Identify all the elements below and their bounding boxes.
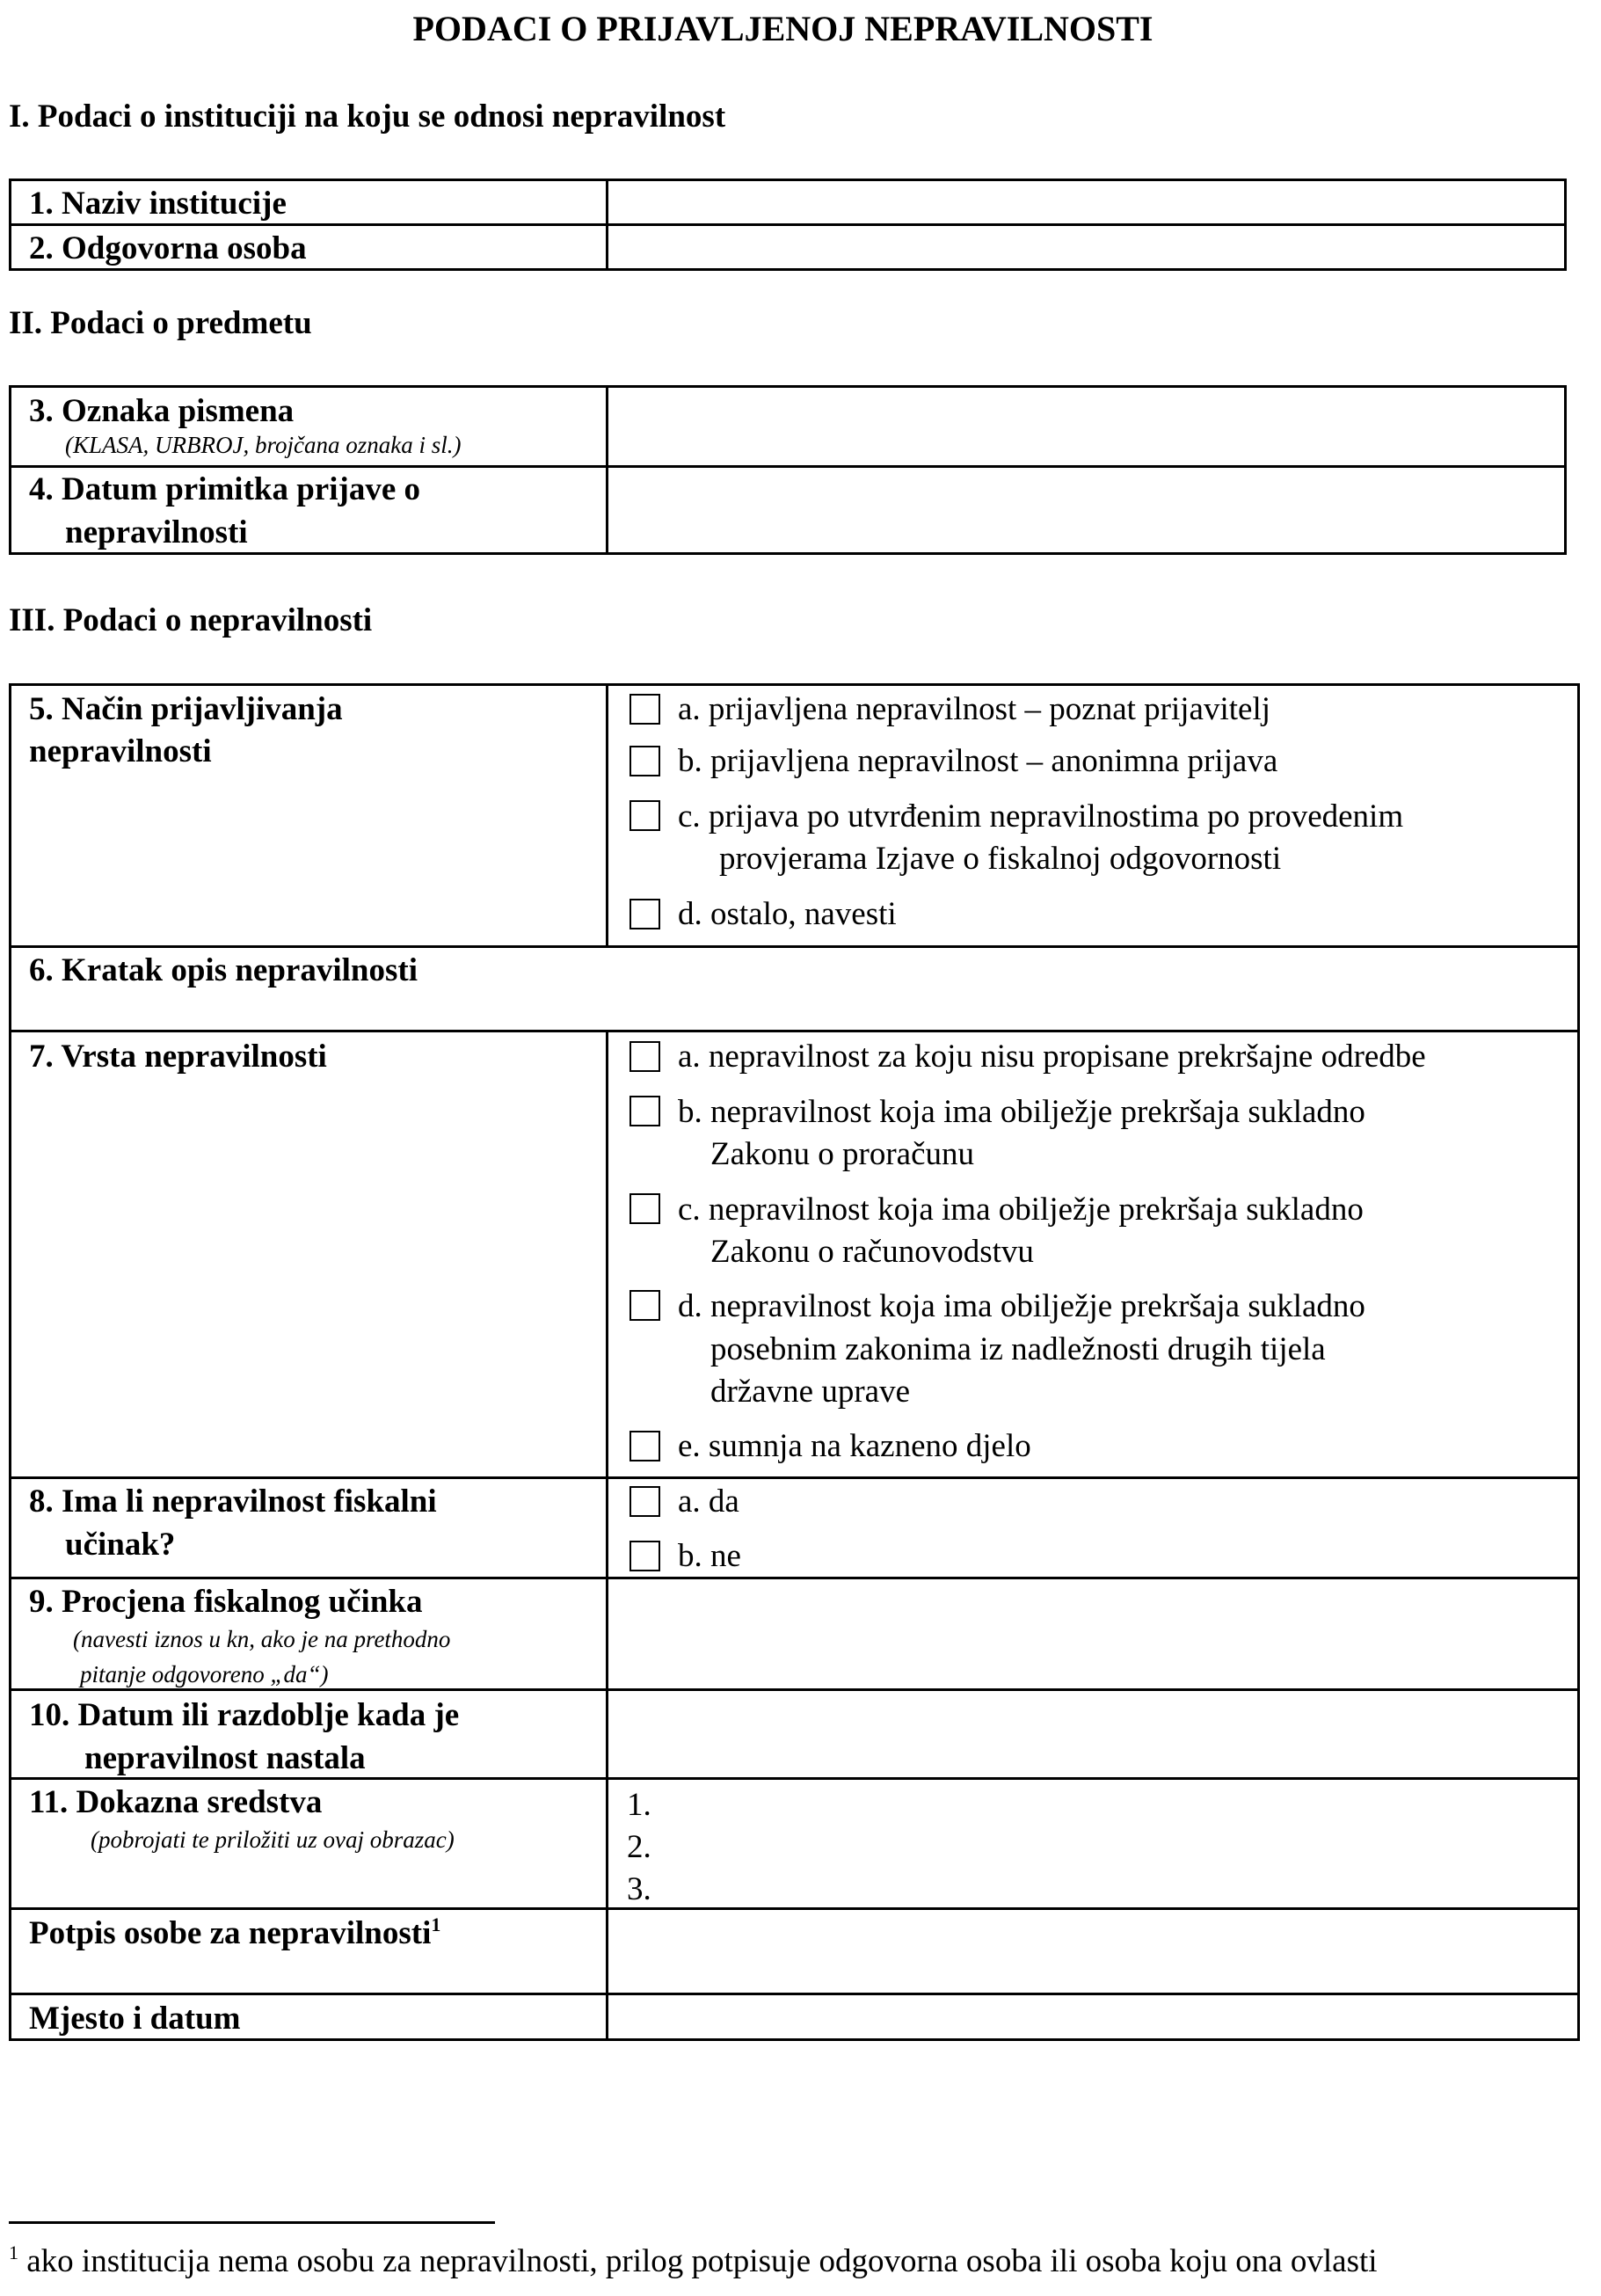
option-7e-label: e. sumnja na kazneno djelo (678, 1428, 1031, 1464)
option-7a-label: a. nepravilnost za koju nisu propisane prekršajne odredbe (678, 1039, 1426, 1075)
field-label-short-description: 6. Kratak opis nepravilnosti (29, 952, 418, 988)
field-label-signature (29, 1912, 440, 1955)
footnote-text: ako institucija nema osobu za nepravilnosti, prilog potpisuje odgovorna osoba ili osoba koju ona ovlasti (26, 2243, 1378, 2279)
field-label-irregularity-type: 7. Vrsta nepravilnosti (29, 1039, 327, 1075)
option-5c-label: c. prijava po utvrđenim nepravilnostima po provedenim (678, 798, 1404, 835)
responsible-person-field[interactable] (609, 226, 1563, 268)
option-8b-label: b. ne (678, 1538, 741, 1574)
field-label-responsible-person: 2. Odgovorna osoba (29, 230, 307, 266)
option-7d-label-cont1: posebnim zakonima iz nadležnosti drugih tijela (710, 1331, 1326, 1367)
field-label-date-period-cont: nepravilnost nastala (84, 1740, 366, 1776)
option-7c-label: c. nepravilnost koja ima obilježje prekršaja sukladno (678, 1192, 1364, 1228)
short-description-field[interactable] (11, 992, 1576, 1029)
institution-name-field[interactable] (609, 181, 1563, 223)
checkbox-8a[interactable] (629, 1486, 660, 1517)
checkbox-7b[interactable] (629, 1096, 660, 1126)
receipt-date-field[interactable] (609, 468, 1563, 551)
field-label-place-date: Mjesto i datum (29, 2001, 241, 2037)
option-5a-label: a. prijavljena nepravilnost – poznat prijavitelj (678, 691, 1271, 727)
checkbox-5c[interactable] (629, 800, 660, 831)
field-note-document-mark: (KLASA, URBROJ, brojčana oznaka i sl.) (65, 432, 462, 458)
checkbox-7d[interactable] (629, 1290, 660, 1321)
option-5b-label: b. prijavljena nepravilnost – anonimna prijava (678, 743, 1278, 779)
field-note-evidence: (pobrojati te priložiti uz ovaj obrazac) (91, 1826, 455, 1853)
checkbox-7c[interactable] (629, 1193, 660, 1224)
footnote-separator (9, 2221, 495, 2224)
option-7b-label: b. nepravilnost koja ima obilježje prekršaja sukladno (678, 1094, 1365, 1130)
field-label-reporting-method: 5. Način prijavljivanja (29, 691, 343, 727)
document-mark-field[interactable] (609, 388, 1563, 464)
page-title: PODACI O PRIJAVLJENOJ NEPRAVILNOSTI (412, 9, 1153, 48)
place-date-field[interactable] (609, 1995, 1576, 2037)
footnote-number: 1 (9, 2241, 18, 2263)
field-label-date-period: 10. Datum ili razdoblje kada je (29, 1697, 460, 1733)
checkbox-5d[interactable] (629, 899, 660, 929)
field-label-fiscal-estimate: 9. Procjena fiskalnog učinka (29, 1584, 423, 1620)
field-label-receipt-date-cont: nepravilnosti (65, 514, 248, 550)
option-7c-label-cont: Zakonu o računovodstvu (710, 1234, 1034, 1270)
signature-label-text: Potpis osobe za nepravilnosti (29, 1915, 432, 1951)
footnote-ref: 1 (431, 1913, 441, 1935)
evidence-item-1[interactable]: 1. (627, 1787, 651, 1823)
section-3-heading: III. Podaci o nepravilnosti (9, 602, 373, 638)
field-label-document-mark: 3. Oznaka pismena (29, 393, 295, 429)
checkbox-7e[interactable] (629, 1431, 660, 1461)
date-period-field[interactable] (609, 1691, 1576, 1776)
footnote (9, 2240, 1378, 2283)
signature-field[interactable] (609, 1910, 1576, 1992)
checkbox-8b[interactable] (629, 1541, 660, 1571)
option-7d-label: d. nepravilnost koja ima obilježje prekršaja sukladno (678, 1288, 1365, 1324)
field-label-institution-name: 1. Naziv institucije (29, 186, 287, 222)
field-label-evidence: 11. Dokazna sredstva (29, 1784, 323, 1820)
fiscal-estimate-field[interactable] (609, 1579, 1576, 1687)
field-label-receipt-date: 4. Datum primitka prijave o (29, 471, 420, 507)
option-5d-label: d. ostalo, navesti (678, 896, 897, 932)
field-note-fiscal-estimate-cont: pitanje odgovoreno „da“) (80, 1661, 329, 1687)
section-2-heading: II. Podaci o predmetu (9, 305, 312, 341)
option-5c-label-cont: provjerama Izjave o fiskalnoj odgovornosti (719, 841, 1282, 877)
evidence-item-3[interactable]: 3. (627, 1871, 651, 1907)
option-7d-label-cont2: državne uprave (710, 1374, 911, 1410)
evidence-item-2[interactable]: 2. (627, 1829, 651, 1865)
checkbox-5a[interactable] (629, 694, 660, 725)
checkbox-5b[interactable] (629, 746, 660, 776)
checkbox-7a[interactable] (629, 1041, 660, 1072)
section-1-heading: I. Podaci o instituciji na koju se odnosi nepravilnost (9, 98, 726, 135)
field-label-fiscal-impact-cont: učinak? (65, 1527, 176, 1563)
field-label-reporting-method-cont: nepravilnosti (29, 733, 212, 769)
option-8a-label: a. da (678, 1483, 739, 1520)
field-label-fiscal-impact: 8. Ima li nepravilnost fiskalni (29, 1483, 437, 1520)
field-note-fiscal-estimate: (navesti iznos u kn, ako je na prethodno (73, 1626, 451, 1652)
option-7b-label-cont: Zakonu o proračunu (710, 1136, 975, 1172)
